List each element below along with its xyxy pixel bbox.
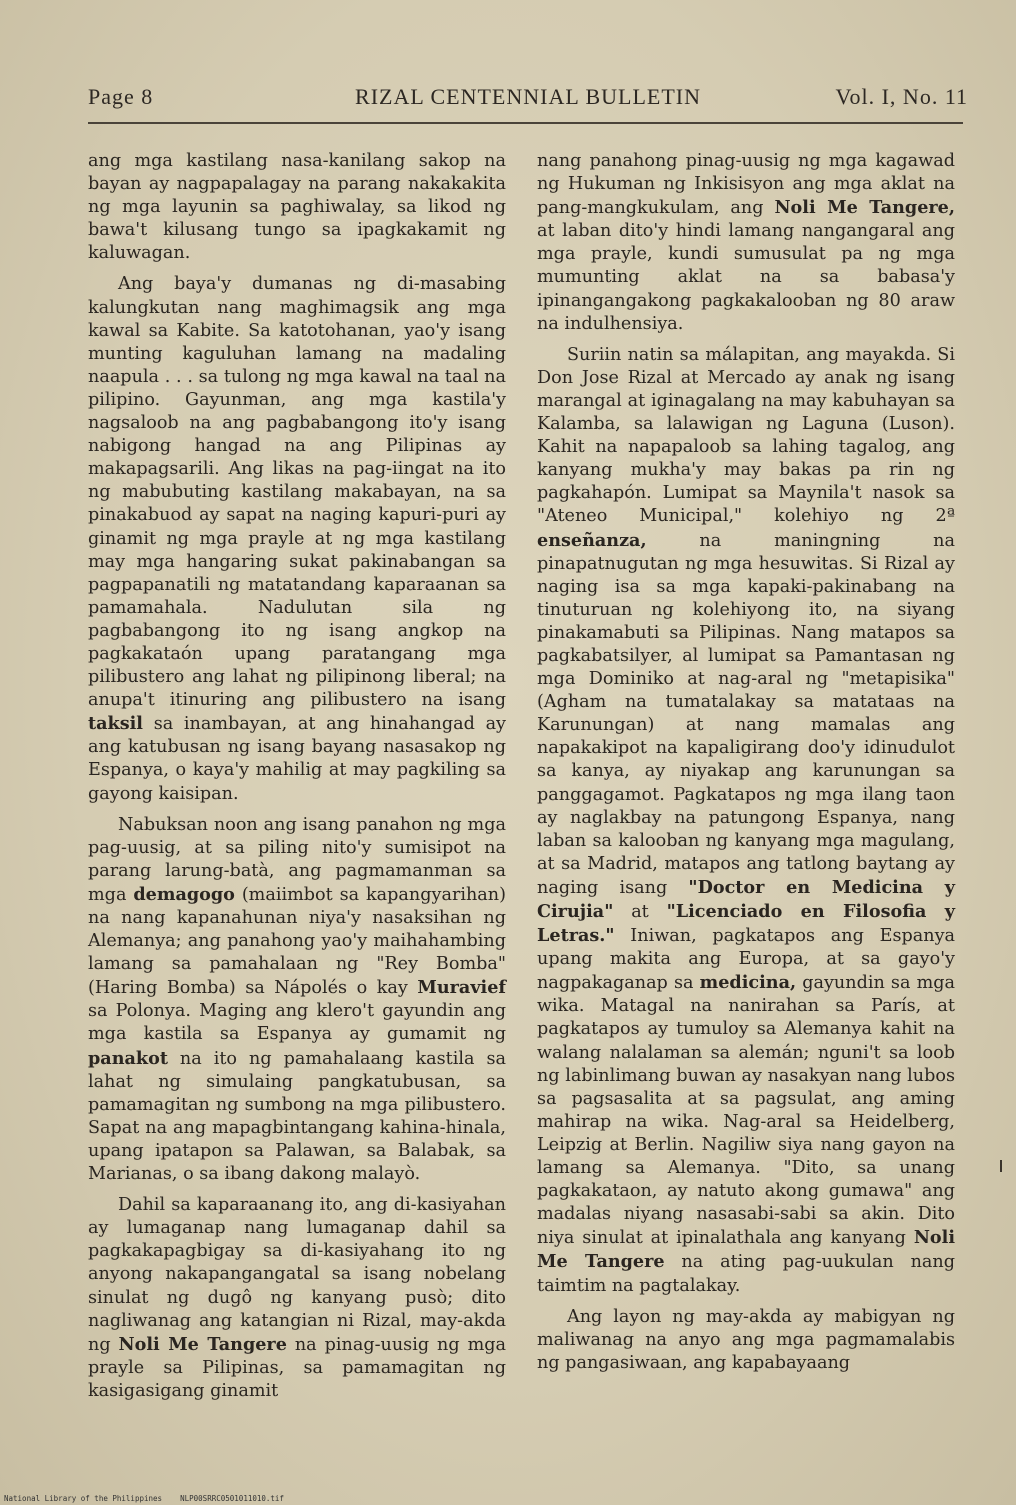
bold-term: demagogo — [133, 883, 235, 905]
paragraph-text: nang panahong pinag-uusig ng mga kagawad ng Hukuman ng Inkisisyon ang mga aklat na pang-mangkukulam, ang — [537, 151, 955, 219]
bold-term: enseñanza, — [537, 529, 647, 551]
paragraph — [88, 150, 506, 265]
bold-term: "Doctor en Medicina y Cirujia" — [537, 876, 955, 922]
page-header — [88, 84, 968, 120]
volume-number: Vol. I, No. 11 — [835, 84, 968, 109]
page-number: Page 8 — [88, 84, 154, 109]
bold-term: Noli Me Tangere — [537, 1227, 955, 1273]
bold-term: "Licenciado en Filosofia y Letras." — [537, 901, 956, 947]
paragraph-text: Ang layon ng may-akda ay mabigyan ng maliwanag na anyo ang mga pagmamalabis ng pangasiwaan, ang kapabayaang — [537, 1306, 955, 1373]
bold-term: taksil — [88, 713, 143, 735]
paragraph-text: gayundin sa mga wika. Matagal na nanirahan sa París, at pagkatapos ay tumuloy sa Alemanya kahit na walang nalalaman sa alemán; nguni't sa loob ng labinlimang buwan ay nasakyan nang lubos sa pagsasalita at sa pagsulat, ang aming mahirap na wika. Nag-aral sa Heidelberg, Leipzig at Berlin. Nagiliw siya nang gayon na lamang sa Alemanya. "Dito, sa unang pagkakataon, ay natuto akong gumawa" ang madalas niyang nasasabi-sabi sa akin. Dito niya sinulat at ipinalathala ang kanyang — [537, 973, 955, 1249]
paragraph-text: at — [613, 902, 667, 922]
paragraph-text: at laban dito'y hindi lamang nangangaral ang mga prayle, kundi sumusulat pa ng mga mumunting aklat na sa babasa'y ipinangangakong pagkakalooban ng 80 araw na indulhensiya. — [537, 221, 955, 334]
paragraph-text: na maningning na pinapatnugutan ng mga hesuwitas. Si Rizal ay naging isa sa mga kapaki-pakinabang na tinuturuan ng kolehiyong ito, na siyang pinakamabuti sa Pilipinas. Nang matapos sa pagkabatsilyer, al lumipat sa Pamantasan ng mga Dominiko at nag-aral ng "metapisika" (Agham na tumatalakay sa matataas na Karunungan) at nang mamalas ang napakakipot na kapaligirang doo'y idinudulot sa kanya, ay niyakap ang karunungan sa panggagamot. Pagkatapos ng mga ilang taon ay naglakbay na patungong Espanya, nang laban sa kalooban ng kanyang mga magulang, at sa Madrid, matapos ang tatlong baytang ay naging isang — [537, 530, 955, 898]
left-column — [88, 150, 506, 1411]
paragraph-text: Suriin natin sa málapitan, ang mayakda. Si Don Jose Rizal at Mercado ay anak ng isang marangal at iginagalang na may kabuhayan sa Kalamba, sa lalawigan ng Laguna (Luson). Kahit na napapaloob sa lahing tagalog, ang kanyang mukha'y may bakas pa rin ng pagkahapón. Lumipat sa Maynila't nasok sa "Ateneo Municipal," kolehiyo ng 2ª — [537, 344, 955, 527]
paragraph — [88, 273, 506, 805]
paragraph-text: Ang baya'y dumanas ng di-masabing kalungkutan nang maghimagsik ang mga kawal sa Kabite. Sa katotohanan, yao'y isang munting kaguluhan lamang na madaling naapula . . . sa tulong ng mga kawal na taal na pilipino. Gayunman, ang mga kastila'y nagsaloob na ang pagbabangong ito'y isang nabigong hangad na ang Pilipinas ay makapagsarili. Ang likas na pag-iingat na ito ng mabubuting kastilang makabayan, na sa pinakabuod ay sapat na naging kapuri-puri ay ginamit ng mga prayle at ng mga kastilang may mga hangaring sukat pakinabangan sa pagpapanatili ng matatandang kaparaanan sa pamamahala. Nadulutan sila ng pagbabangong ito ng isang angkop na pagkakataón upang paratangang mga pilibustero ang lahat ng pilipinong liberal; na anupa't itinuring ang pilibustero na isang — [88, 274, 506, 711]
paragraph-text: sa Polonya. Maging ang klero't gayundin ang mga kastila sa Espanya ay gumamit ng — [88, 1001, 506, 1045]
paragraph-text: Nabuksan noon ang isang panahon ng mga pag-uusig, at sa piling nito'y sumisipot na parang larung-batà, ang pagmamanman sa mga — [88, 814, 506, 905]
bold-term: Muravief — [417, 977, 506, 999]
paragraph — [537, 1306, 955, 1375]
paragraph — [88, 814, 506, 1187]
margin-mark — [1000, 1160, 1002, 1172]
scan-footer — [4, 1494, 284, 1503]
header-rule — [88, 122, 963, 124]
right-column — [537, 150, 955, 1383]
paragraph-text: na ito ng pamahalaang kastila sa lahat ng simulaing pangkatubusan, sa pamamagitan ng sumbong na mga pilibustero. Sapat na ang mapagbintangang kahina-hinala, upang ipatapon sa Palawan, sa Balabak, sa Marianas, o sa ibang dakong malayò. — [88, 1048, 506, 1185]
paragraph-text: (maiimbot sa kapangyarihan) na nang kapanahunan niya'y nasaksihan ng Alemanya; ang panahong yao'y maihahambing lamang sa pamahalaan ng "Rey Bomba" (Haring Bomba) sa Nápolés o kay — [88, 884, 506, 999]
paragraph-text: ang mga kastilang nasa-kanilang sakop na bayan ay nagpapalagay na parang nakakakita ng mga layunin sa paghiwalay, sa likod ng bawa't kilusang tungo sa ipagkakamit ng kaluwagan. — [88, 151, 506, 264]
paragraph-text: na ating pag-uukulan nang taimtim na pagtalakay. — [537, 1252, 955, 1296]
paragraph-text: Iniwan, pagkatapos ang Espanya upang makita ang Europa, at sa gayo'y nagpakaganap sa — [537, 926, 955, 994]
bulletin-title: RIZAL CENTENNIAL BULLETIN — [355, 84, 701, 109]
paragraph-text: sa inambayan, at ang hinahangad ay ang katubusan ng isang bayang nasasakop ng Espanya, o kaya'y mahilig at may pagkiling sa gayong kaisipan. — [88, 714, 506, 804]
paragraph — [88, 1194, 506, 1403]
paragraph — [537, 344, 955, 1298]
bold-term: Noli Me Tangere — [118, 1333, 287, 1355]
bold-term: panakot — [88, 1047, 168, 1069]
paragraph-text: na pinag-uusig ng mga prayle sa Pilipinas, sa pamamagitan ng kasigasigang ginamit — [88, 1334, 507, 1401]
bold-term: Noli Me Tangere, — [774, 197, 955, 219]
bold-term: medicina, — [699, 972, 797, 994]
footer-source: National Library of the Philippines — [4, 1494, 163, 1503]
paragraph-text: Dahil sa kaparaanang ito, ang di-kasiyahan ay lumaganap nang lumaganap dahil sa pagkakapagbigay sa di-kasiyahang ito ng anyong nakapangangatal sa isang nobelang sinulat ng dugô ng kanyang pusò; dito nagliwanag ang katangian ni Rizal, may-akda ng — [88, 1195, 506, 1355]
paragraph — [537, 150, 955, 336]
footer-file: NLP00SRRC0501011010.tif — [180, 1494, 284, 1503]
